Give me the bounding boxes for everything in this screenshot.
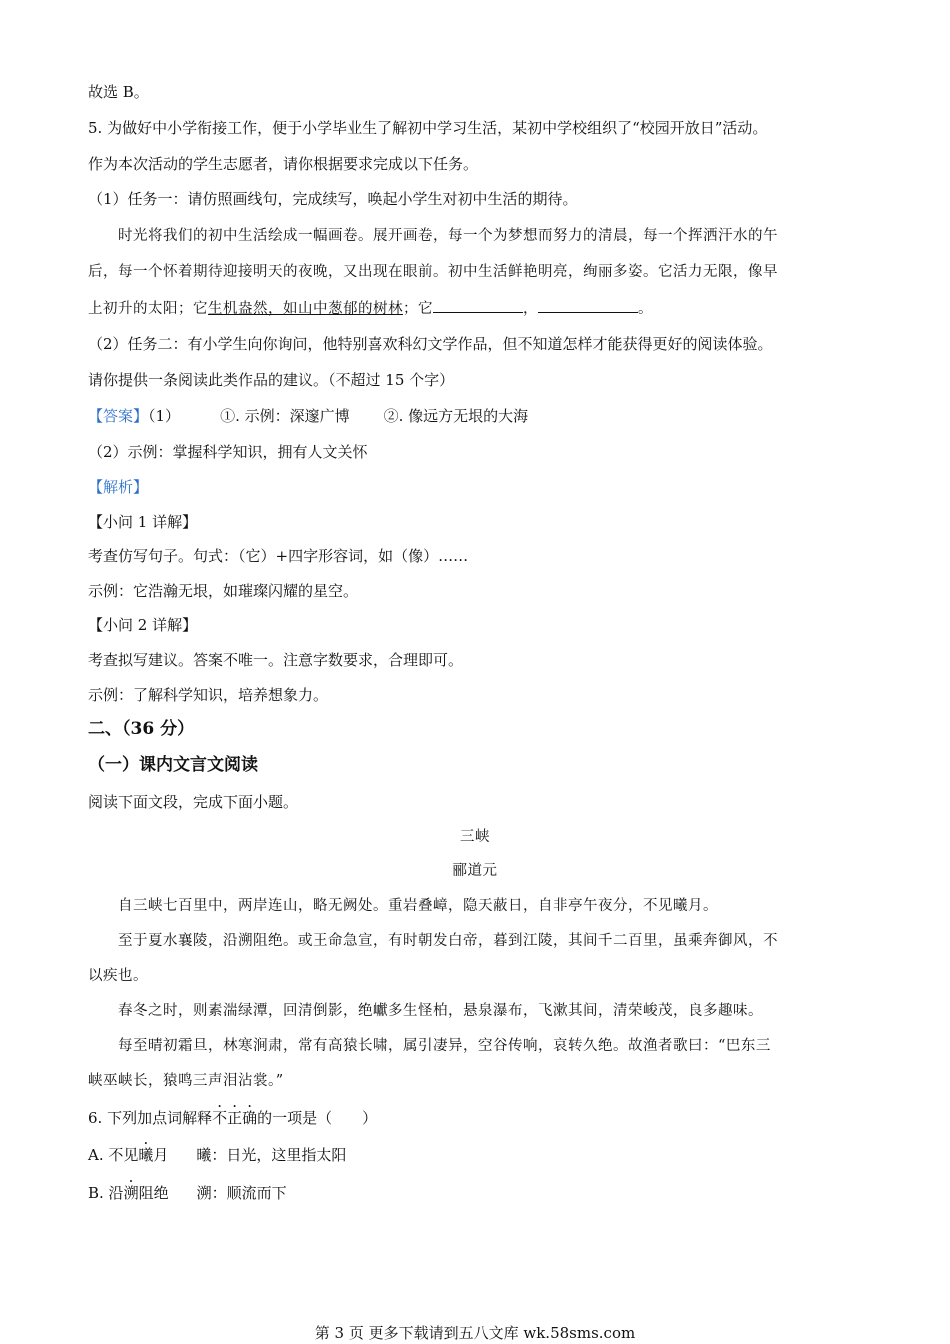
text-line: 请你提供一条阅读此类作品的建议。（不超过 15 个字）	[88, 371, 455, 389]
passage-line: 春冬之时，则素湍绿潭，回清倒影，绝巘多生怪柏，悬泉瀑布，飞漱其间，清荣峻茂，良多趣味。	[118, 1003, 763, 1019]
question-text: 6. 下列加点词解释	[88, 1109, 213, 1127]
passage-text: ；它	[403, 301, 433, 317]
question-5-stem: 5. 为做好中小学衔接工作，便于小学毕业生了解初中学习生活，某初中学校组织了“校园开放日”活动。	[88, 119, 768, 137]
question-text: 的一项是（ ）	[257, 1109, 378, 1127]
blank-2	[538, 298, 638, 313]
option-text: 月	[153, 1146, 169, 1164]
passage-text: 上初升的太阳；它	[88, 301, 208, 317]
passage-line: 以疾也。	[88, 968, 148, 984]
option-text: A. 不见	[88, 1146, 139, 1164]
option-b	[88, 1183, 287, 1203]
passage-text: ，	[523, 301, 538, 317]
answer-tag: 【答案】	[88, 407, 149, 425]
answer-part: ①. 示例：深邃广博	[220, 407, 350, 425]
passage-text: 。	[638, 301, 653, 317]
text-line: 考查拟写建议。答案不唯一。注意字数要求，合理即可。	[88, 651, 464, 669]
passage-line	[88, 298, 653, 319]
text-line: 阅读下面文段，完成下面小题。	[88, 793, 299, 811]
dotted-word: 不正确	[212, 1109, 258, 1127]
option-text: 阻绝	[138, 1184, 169, 1202]
dotted-char: 曦	[138, 1146, 154, 1164]
passage-line: 自三峡七百里中，两岸连山，略无阙处。重岩叠嶂，隐天蔽日，自非亭午夜分，不见曦月。	[118, 898, 718, 914]
answer-line	[88, 406, 528, 426]
question-6-stem	[88, 1108, 377, 1128]
task-1: （1）任务一：请仿照画线句，完成续写，唤起小学生对初中生活的期待。	[88, 190, 578, 208]
subquestion-heading: 【小问 1 详解】	[88, 513, 198, 531]
text-line: 考查仿写句子。句式：（它）+四字形容词，如（像）……	[88, 547, 469, 565]
option-explanation: 曦：日光，这里指太阳	[196, 1146, 347, 1164]
passage-author: 郦道元	[452, 863, 498, 879]
analysis-tag: 【解析】	[88, 478, 149, 496]
page-footer: 第 3 页 更多下载请到五八文库 wk.58sms.com	[314, 1324, 636, 1342]
text-line: 故选 B。	[88, 83, 149, 101]
underlined-sentence: 生机盎然，如山中葱郁的树林	[208, 301, 403, 317]
section-heading: 二、（36 分）	[88, 719, 195, 739]
text-line: 示例：它浩瀚无垠，如璀璨闪耀的星空。	[88, 582, 359, 600]
section-subheading: （一）课内文言文阅读	[88, 755, 258, 775]
option-text: B. 沿	[88, 1184, 124, 1202]
passage-title: 三峡	[460, 829, 490, 845]
answer-part: （1）	[148, 407, 181, 425]
passage-line: 至于夏水襄陵，沿溯阻绝。或王命急宣，有时朝发白帝，暮到江陵，其间千二百里，虽乘奔御风，不	[118, 933, 778, 949]
passage-line: 时光将我们的初中生活绘成一幅画卷。展开画卷，每一个为梦想而努力的清晨，每一个挥洒汗水的午	[118, 228, 778, 244]
answer-line: （2）示例：掌握科学知识，拥有人文关怀	[88, 443, 368, 461]
answer-part: ②. 像远方无垠的大海	[383, 407, 529, 425]
option-explanation: 溯：顺流而下	[196, 1184, 287, 1202]
text-line: 作为本次活动的学生志愿者，请你根据要求完成以下任务。	[88, 155, 479, 173]
passage-line: 峡巫峡长，猿鸣三声泪沾裳。”	[88, 1073, 284, 1089]
task-2: （2）任务二：有小学生向你询问，他特别喜欢科幻文学作品，但不知道怎样才能获得更好的阅读体验。	[88, 335, 773, 353]
dotted-char: 溯	[123, 1184, 139, 1202]
text-line: 示例：了解科学知识，培养想象力。	[88, 686, 329, 704]
option-a	[88, 1145, 346, 1165]
subquestion-heading: 【小问 2 详解】	[88, 616, 198, 634]
blank-1	[433, 298, 523, 313]
passage-line: 后，每一个怀着期待迎接明天的夜晚，又出现在眼前。初中生活鲜艳明亮，绚丽多姿。它活力无限，像早	[88, 264, 778, 280]
passage-line: 每至晴初霜旦，林寒涧肃，常有高猿长啸，属引凄异，空谷传响，哀转久绝。故渔者歌曰：“巴东三	[118, 1038, 771, 1054]
